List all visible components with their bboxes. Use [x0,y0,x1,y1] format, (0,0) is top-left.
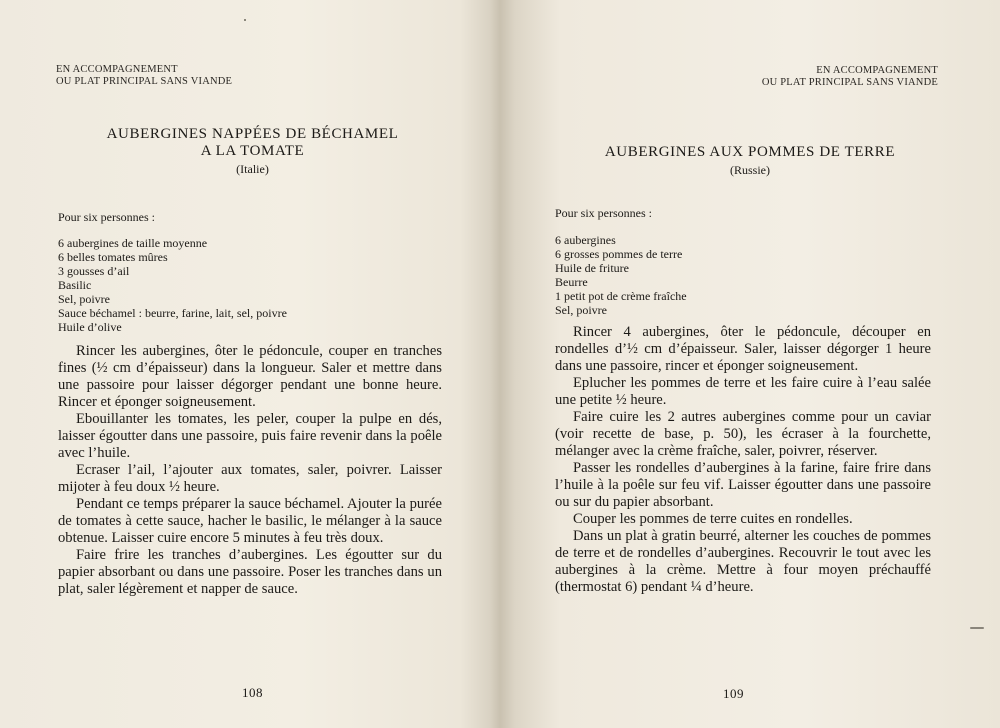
recipe-title-line: AUBERGINES AUX POMMES DE TERRE [604,144,896,160]
ingredient-list [58,236,438,334]
recipe-title-block [60,126,445,177]
right-page [500,0,1000,728]
ingredient-item: Basilic [58,278,92,292]
recipe-title-line: A LA TOMATE [200,143,305,159]
method-text [555,324,931,596]
running-head-line: OU PLAT PRINCIPAL SANS VIANDE [761,77,938,88]
method-text [58,343,442,598]
ingredient-item: Sel, poivre [555,303,607,317]
servings-label: Pour six personnes : [58,210,155,224]
ingredient-list [555,233,935,317]
running-head-line: OU PLAT PRINCIPAL SANS VIANDE [56,76,233,87]
running-head [762,65,938,89]
recipe-origin: (Italie) [236,162,269,176]
ingredient-item: Huile d’olive [58,320,122,334]
ingredient-item: 6 aubergines [555,233,616,247]
page-number: 109 [723,686,744,701]
ingredient-item: Huile de friture [555,261,629,275]
ingredient-item: 1 petit pot de crème fraîche [555,289,687,303]
recipe-origin: (Russie) [730,163,770,177]
method-paragraph: Dans un plat à gratin beurré, alterner les couches de pommes de terre et de rondelles d’aubergines. Recouvrir le tout avec les aubergines à la crème. Mettre à four moyen préchauffé (thermostat 6) pendant ¼ d’heure. [555,528,931,595]
ingredient-item: 6 aubergines de taille moyenne [58,236,208,250]
ingredient-item: 3 gousses d’ail [58,264,130,278]
method-paragraph: Ebouillanter les tomates, les peler, couper la pulpe en dés, laisser égoutter dans une passoire, puis faire revenir dans la poêle avec l’huile. [58,411,442,461]
method-paragraph: Passer les rondelles d’aubergines à la farine, faire frire dans l’huile à la poêle sur feu vif. Laisser égoutter dans une passoire ou sur du papier absorbant. [555,460,931,510]
running-head-line: EN ACCOMPAGNEMENT [56,64,178,75]
method-paragraph: Ecraser l’ail, l’ajouter aux tomates, saler, poivrer. Laisser mijoter à feu doux ½ heure. [58,462,442,495]
method-paragraph: Eplucher les pommes de terre et les faire cuire à l’eau salée une petite ½ heure. [555,375,931,408]
recipe-title-block [550,144,950,178]
paper-speck [970,627,984,629]
ingredient-item: Beurre [555,275,588,289]
ingredient-item: 6 grosses pommes de terre [555,247,683,261]
method-paragraph: Rincer 4 aubergines, ôter le pédoncule, découper en rondelles d’½ cm d’épaisseur. Saler, laisser dégorger 1 heure dans une passoire, rincer et éponger soigneusement. [555,324,931,374]
recipe-title-line: AUBERGINES NAPPÉES DE BÉCHAMEL [106,126,399,142]
ingredient-item: 6 belles tomates mûres [58,250,168,264]
page-number: 108 [242,685,263,700]
method-paragraph: Pendant ce temps préparer la sauce béchamel. Ajouter la purée de tomates à cette sauce, hacher le basilic, le mélanger à la sauce obtenue. Laisser cuire encore 5 minutes à feu très doux. [58,496,442,546]
ingredient-item: Sauce béchamel : beurre, farine, lait, sel, poivre [58,306,287,320]
method-paragraph: Couper les pommes de terre cuites en rondelles. [573,511,853,527]
paper-speck [244,19,246,21]
method-paragraph: Faire frire les tranches d’aubergines. Les égoutter sur du papier absorbant ou dans une passoire. Poser les tranches dans un plat, saler légèrement et napper de sauce. [58,547,442,597]
running-head [56,64,232,88]
servings-label: Pour six personnes : [555,206,652,220]
method-paragraph: Faire cuire les 2 autres aubergines comme pour un caviar (voir recette de base, p. 50), les écraser à la fourchette, mélanger avec la crème fraîche, saler, poivrer, réserver. [555,409,931,459]
method-paragraph: Rincer les aubergines, ôter le pédoncule, couper en tranches fines (½ cm d’épaisseur) dans la longueur. Saler et mettre dans une passoire pour laisser dégorger pendant une bonne heure. Rincer et éponger soigneusement. [58,343,442,410]
ingredient-item: Sel, poivre [58,292,110,306]
running-head-line: EN ACCOMPAGNEMENT [816,65,938,76]
